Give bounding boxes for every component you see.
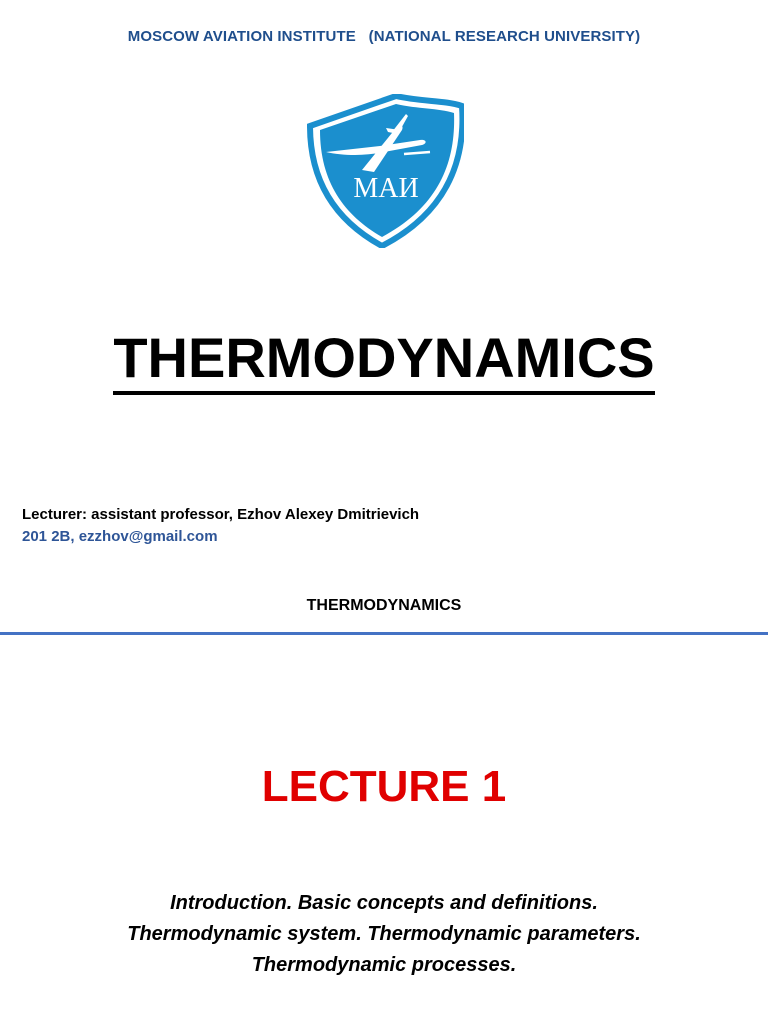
logo-text: МАИ xyxy=(353,173,419,204)
mai-shield-logo-icon xyxy=(304,94,464,248)
lecture-title: LECTURE 1 xyxy=(261,762,507,811)
institute-name: MOSCOW AVIATION INSTITUTE (NATIONAL RESEARCH UNIVERSITY) xyxy=(127,28,641,45)
topic-line: Introduction. Basic concepts and definitions. xyxy=(170,892,598,914)
contact-info: 201 2B, ezzhov@gmail.com xyxy=(22,528,218,545)
topic-line: Thermodynamic system. Thermodynamic parameters. xyxy=(127,923,641,945)
topic-line: Thermodynamic processes. xyxy=(251,954,517,976)
slide-footer-title: THERMODYNAMICS xyxy=(306,597,462,614)
lecture-topics xyxy=(0,888,768,981)
course-title xyxy=(0,323,768,395)
slide-divider xyxy=(0,632,768,635)
course-title-text: THERMODYNAMICS xyxy=(113,327,654,395)
lecturer-info: Lecturer: assistant professor, Ezhov Alexey Dmitrievich xyxy=(22,506,420,523)
